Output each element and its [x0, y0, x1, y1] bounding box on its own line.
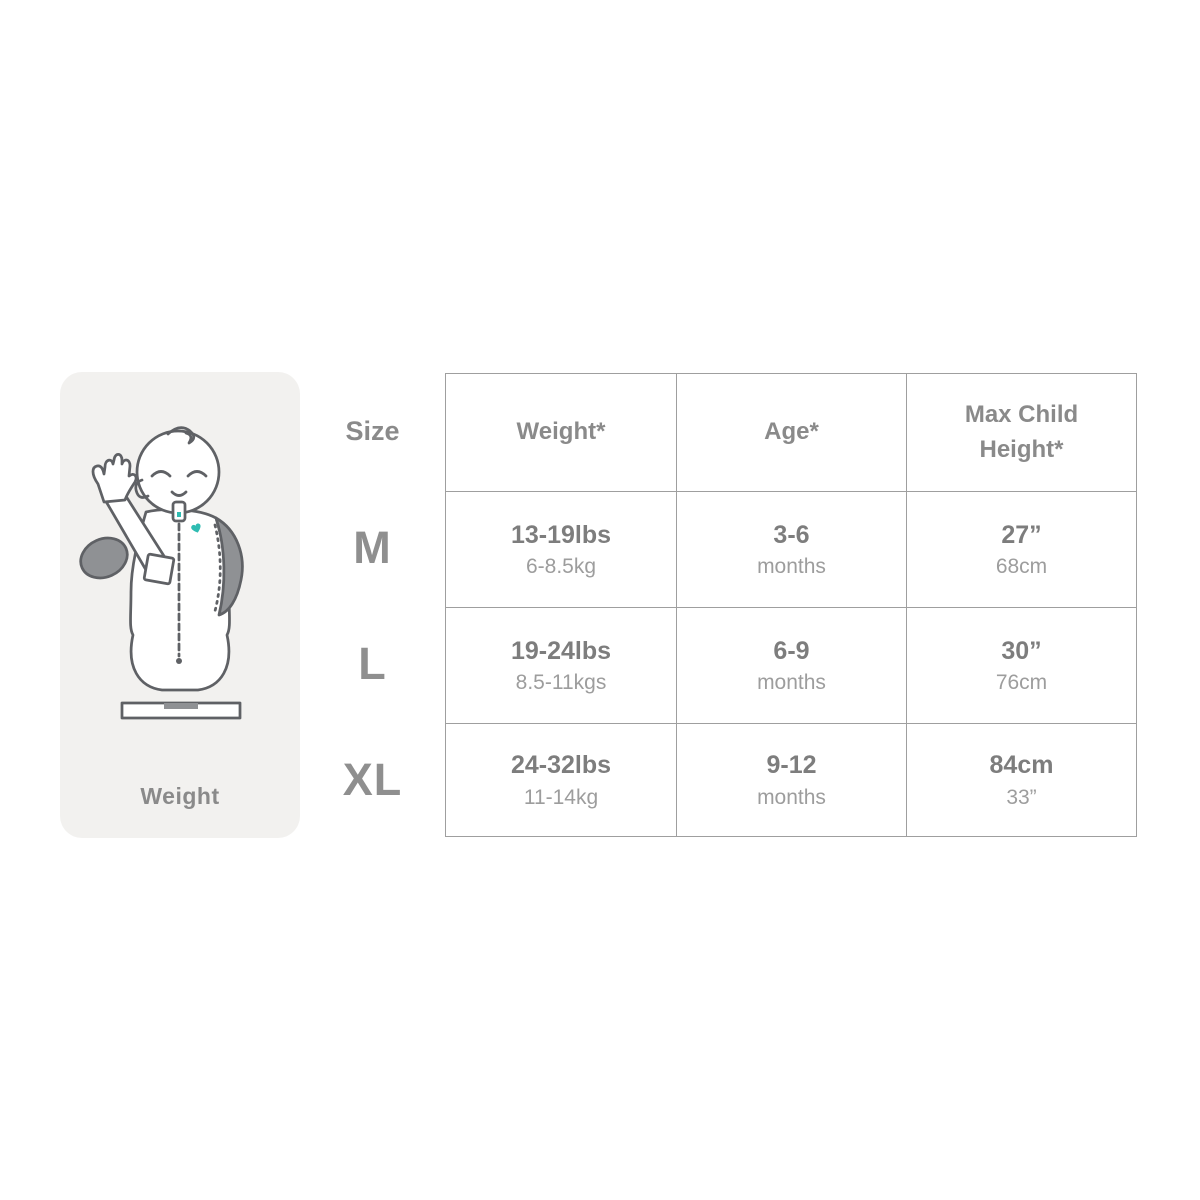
value-secondary: 6-8.5kg [525, 555, 597, 579]
cell-l-height [906, 607, 1136, 723]
arm-patch [144, 554, 174, 584]
scale-display [164, 703, 198, 709]
baby-on-scale-illustration [60, 372, 300, 732]
value-primary: 13-19lbs [510, 520, 612, 549]
value-secondary: months [757, 785, 826, 809]
mitten [74, 531, 133, 585]
value-secondary: 11-14kg [523, 785, 599, 809]
cell-l-age [676, 607, 906, 723]
size-column [315, 373, 430, 837]
cell-xl-weight [446, 723, 676, 836]
value-primary: 30” [1001, 636, 1042, 665]
value-primary: 19-24lbs [510, 636, 612, 665]
value-primary: 24-32lbs [510, 751, 612, 780]
cell-m-age [676, 491, 906, 607]
header-max-child-height: Max Child Height* [906, 374, 1136, 491]
weight-card-label: Weight [140, 783, 220, 809]
size-label-l: L [358, 638, 387, 689]
value-primary: 27” [1001, 520, 1042, 549]
cell-xl-age [676, 723, 906, 836]
cell-m-weight [446, 491, 676, 607]
value-primary: 3-6 [773, 520, 810, 549]
value-secondary: 33” [1006, 785, 1037, 809]
value-secondary: 8.5-11kgs [515, 671, 607, 695]
value-primary: 9-12 [766, 751, 817, 780]
waving-hand [93, 454, 136, 502]
value-secondary: months [757, 671, 826, 695]
weight-card [60, 372, 300, 838]
cell-l-weight [446, 607, 676, 723]
size-corner-label: Size [345, 416, 400, 446]
zipper-pull-accent [177, 512, 181, 517]
cell-m-height [906, 491, 1136, 607]
zipper-pull [173, 502, 185, 521]
zipper-end [176, 658, 182, 664]
size-label-xl: XL [342, 753, 403, 805]
value-secondary: 68cm [995, 555, 1048, 579]
size-label-m: M [353, 522, 392, 573]
header-age: Age* [676, 374, 906, 491]
header-weight: Weight* [516, 418, 606, 446]
size-table [445, 373, 1137, 837]
cell-xl-height [906, 723, 1136, 836]
value-primary: 6-9 [773, 636, 810, 665]
value-secondary: months [757, 555, 826, 579]
value-primary: 84cm [989, 751, 1054, 780]
value-secondary: 76cm [995, 671, 1048, 695]
